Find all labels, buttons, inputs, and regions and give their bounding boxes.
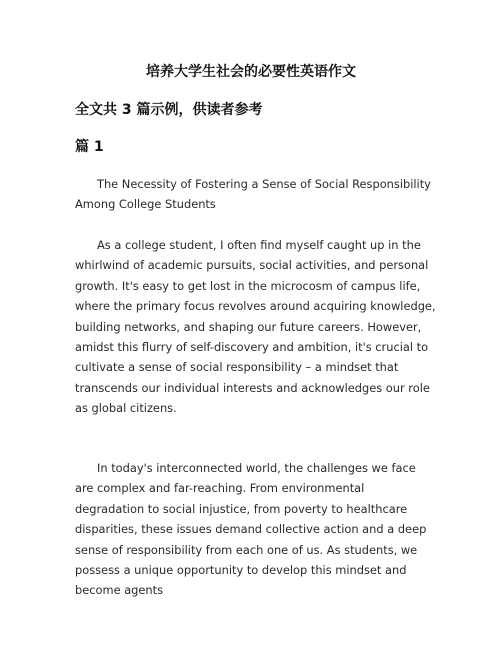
- document-subtitle: 全文共 3 篇示例，供读者参考: [75, 102, 263, 118]
- essay-title: The Necessity of Fostering a Sense of Social Responsibility Among College Students: [75, 177, 431, 212]
- section-heading: 篇 1: [75, 139, 104, 155]
- body-paragraph-2: In today's interconnected world, the challenges we face are complex and far-reaching. From environmental degradation to social injustice, from poverty to healthcare disparities, these issues demand collective action and a deep sense of responsibility from each one of us. As students, we possess a unique opportunity to develop this mindset and become agents: [75, 461, 427, 598]
- body-paragraph-1: As a college student, I often find myself caught up in the whirlwind of academic pursuits, social activities, and personal growth. It's easy to get lost in the microcosm of campus life, where the primary focus revolves around acquiring knowledge, building networks, and shaping our future careers. However, amidst this flurry of self-discovery and ambition, it's crucial to cultivate a sense of social responsibility – a mindset that transcends our individual interests and acknowledges our role as global citizens.: [75, 238, 436, 416]
- document-title: 培养大学生社会的必要性英语作文: [146, 64, 356, 80]
